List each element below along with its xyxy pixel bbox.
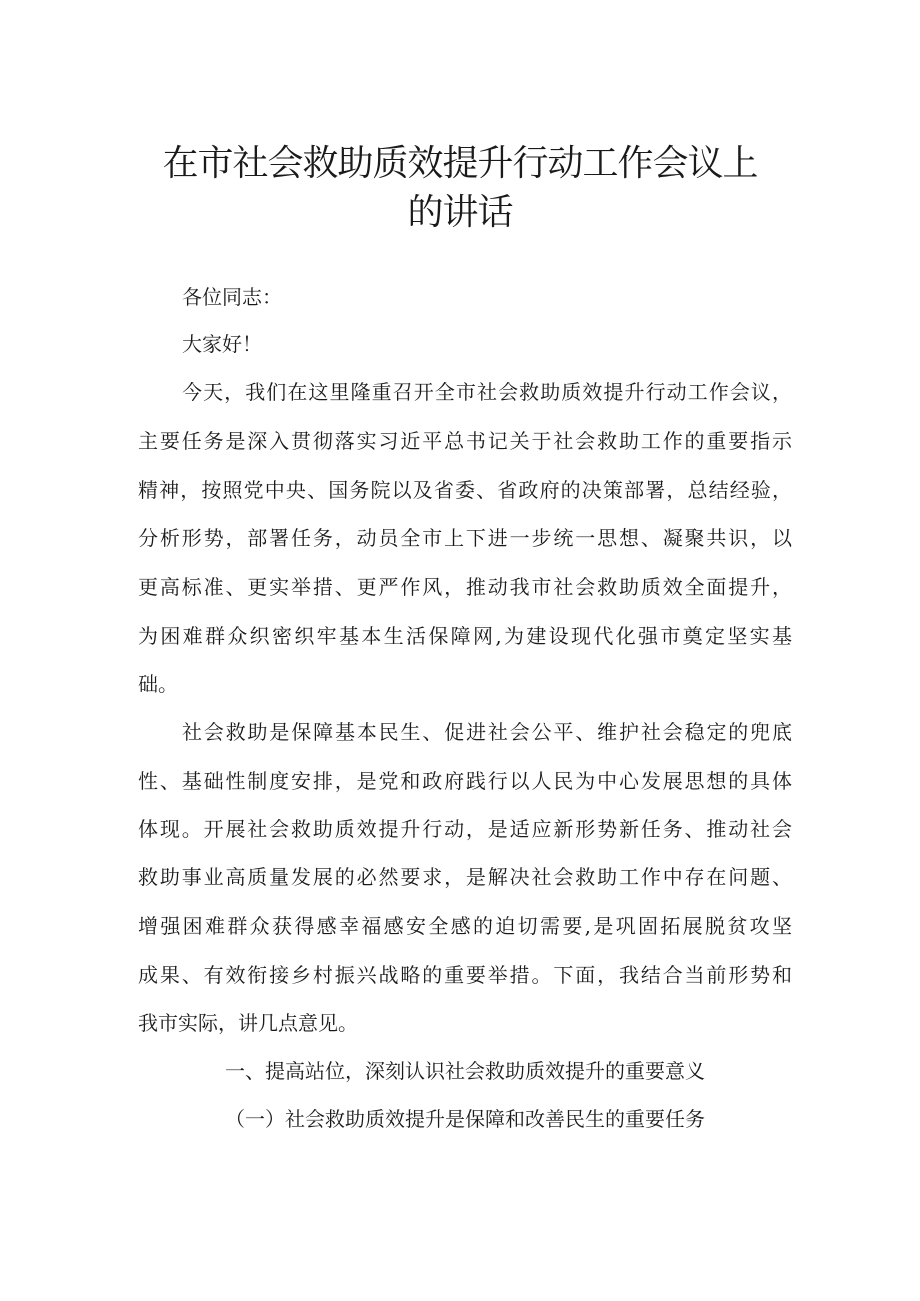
paragraph-2-line-4: 救助事业高质量发展的必然要求，是解决社会救助工作中存在问题、 <box>138 865 792 889</box>
greeting: 大家好！ <box>182 332 262 356</box>
paragraph-1-line-7: 础。 <box>138 672 178 696</box>
document-title-line-1: 在市社会救助质效提升行动工作会议上 <box>162 143 758 184</box>
paragraph-1-line-4: 分析形势，部署任务，动员全市上下进一步统一思想、凝聚共识，以 <box>138 526 792 550</box>
paragraph-2-line-6: 成果、有效衔接乡村振兴战略的重要举措。下面，我结合当前形势和 <box>138 963 792 987</box>
paragraph-2-line-2: 性、基础性制度安排，是党和政府践行以人民为中心发展思想的具体 <box>138 769 792 793</box>
paragraph-2-line-1: 社会救助是保障基本民生、促进社会公平、维护社会稳定的兜底 <box>182 720 792 744</box>
paragraph-2-line-5: 增强困难群众获得感幸福感安全感的迫切需要,是巩固拓展脱贫攻坚 <box>138 914 792 938</box>
section-heading: 一、提高站位，深刻认识社会救助质效提升的重要意义 <box>225 1059 705 1083</box>
paragraph-1-line-2: 主要任务是深入贯彻落实习近平总书记关于社会救助工作的重要指示 <box>138 429 792 453</box>
salutation: 各位同志： <box>182 285 282 309</box>
paragraph-1-line-1: 今天，我们在这里隆重召开全市社会救助质效提升行动工作会议， <box>182 380 792 404</box>
paragraph-1-line-3: 精神，按照党中央、国务院以及省委、省政府的决策部署，总结经验， <box>138 478 792 502</box>
subsection-heading: （一）社会救助质效提升是保障和改善民生的重要任务 <box>225 1107 705 1131</box>
paragraph-2-line-7: 我市实际，讲几点意见。 <box>138 1011 358 1035</box>
paragraph-1-line-6: 为困难群众织密织牢基本生活保障网,为建设现代化强市奠定坚实基 <box>138 624 792 648</box>
paragraph-1-line-5: 更高标准、更实举措、更严作风，推动我市社会救助质效全面提升， <box>138 575 792 599</box>
paragraph-2-line-3: 体现。开展社会救助质效提升行动，是适应新形势新任务、推动社会 <box>138 817 792 841</box>
document-title-line-2: 的讲话 <box>407 192 513 233</box>
